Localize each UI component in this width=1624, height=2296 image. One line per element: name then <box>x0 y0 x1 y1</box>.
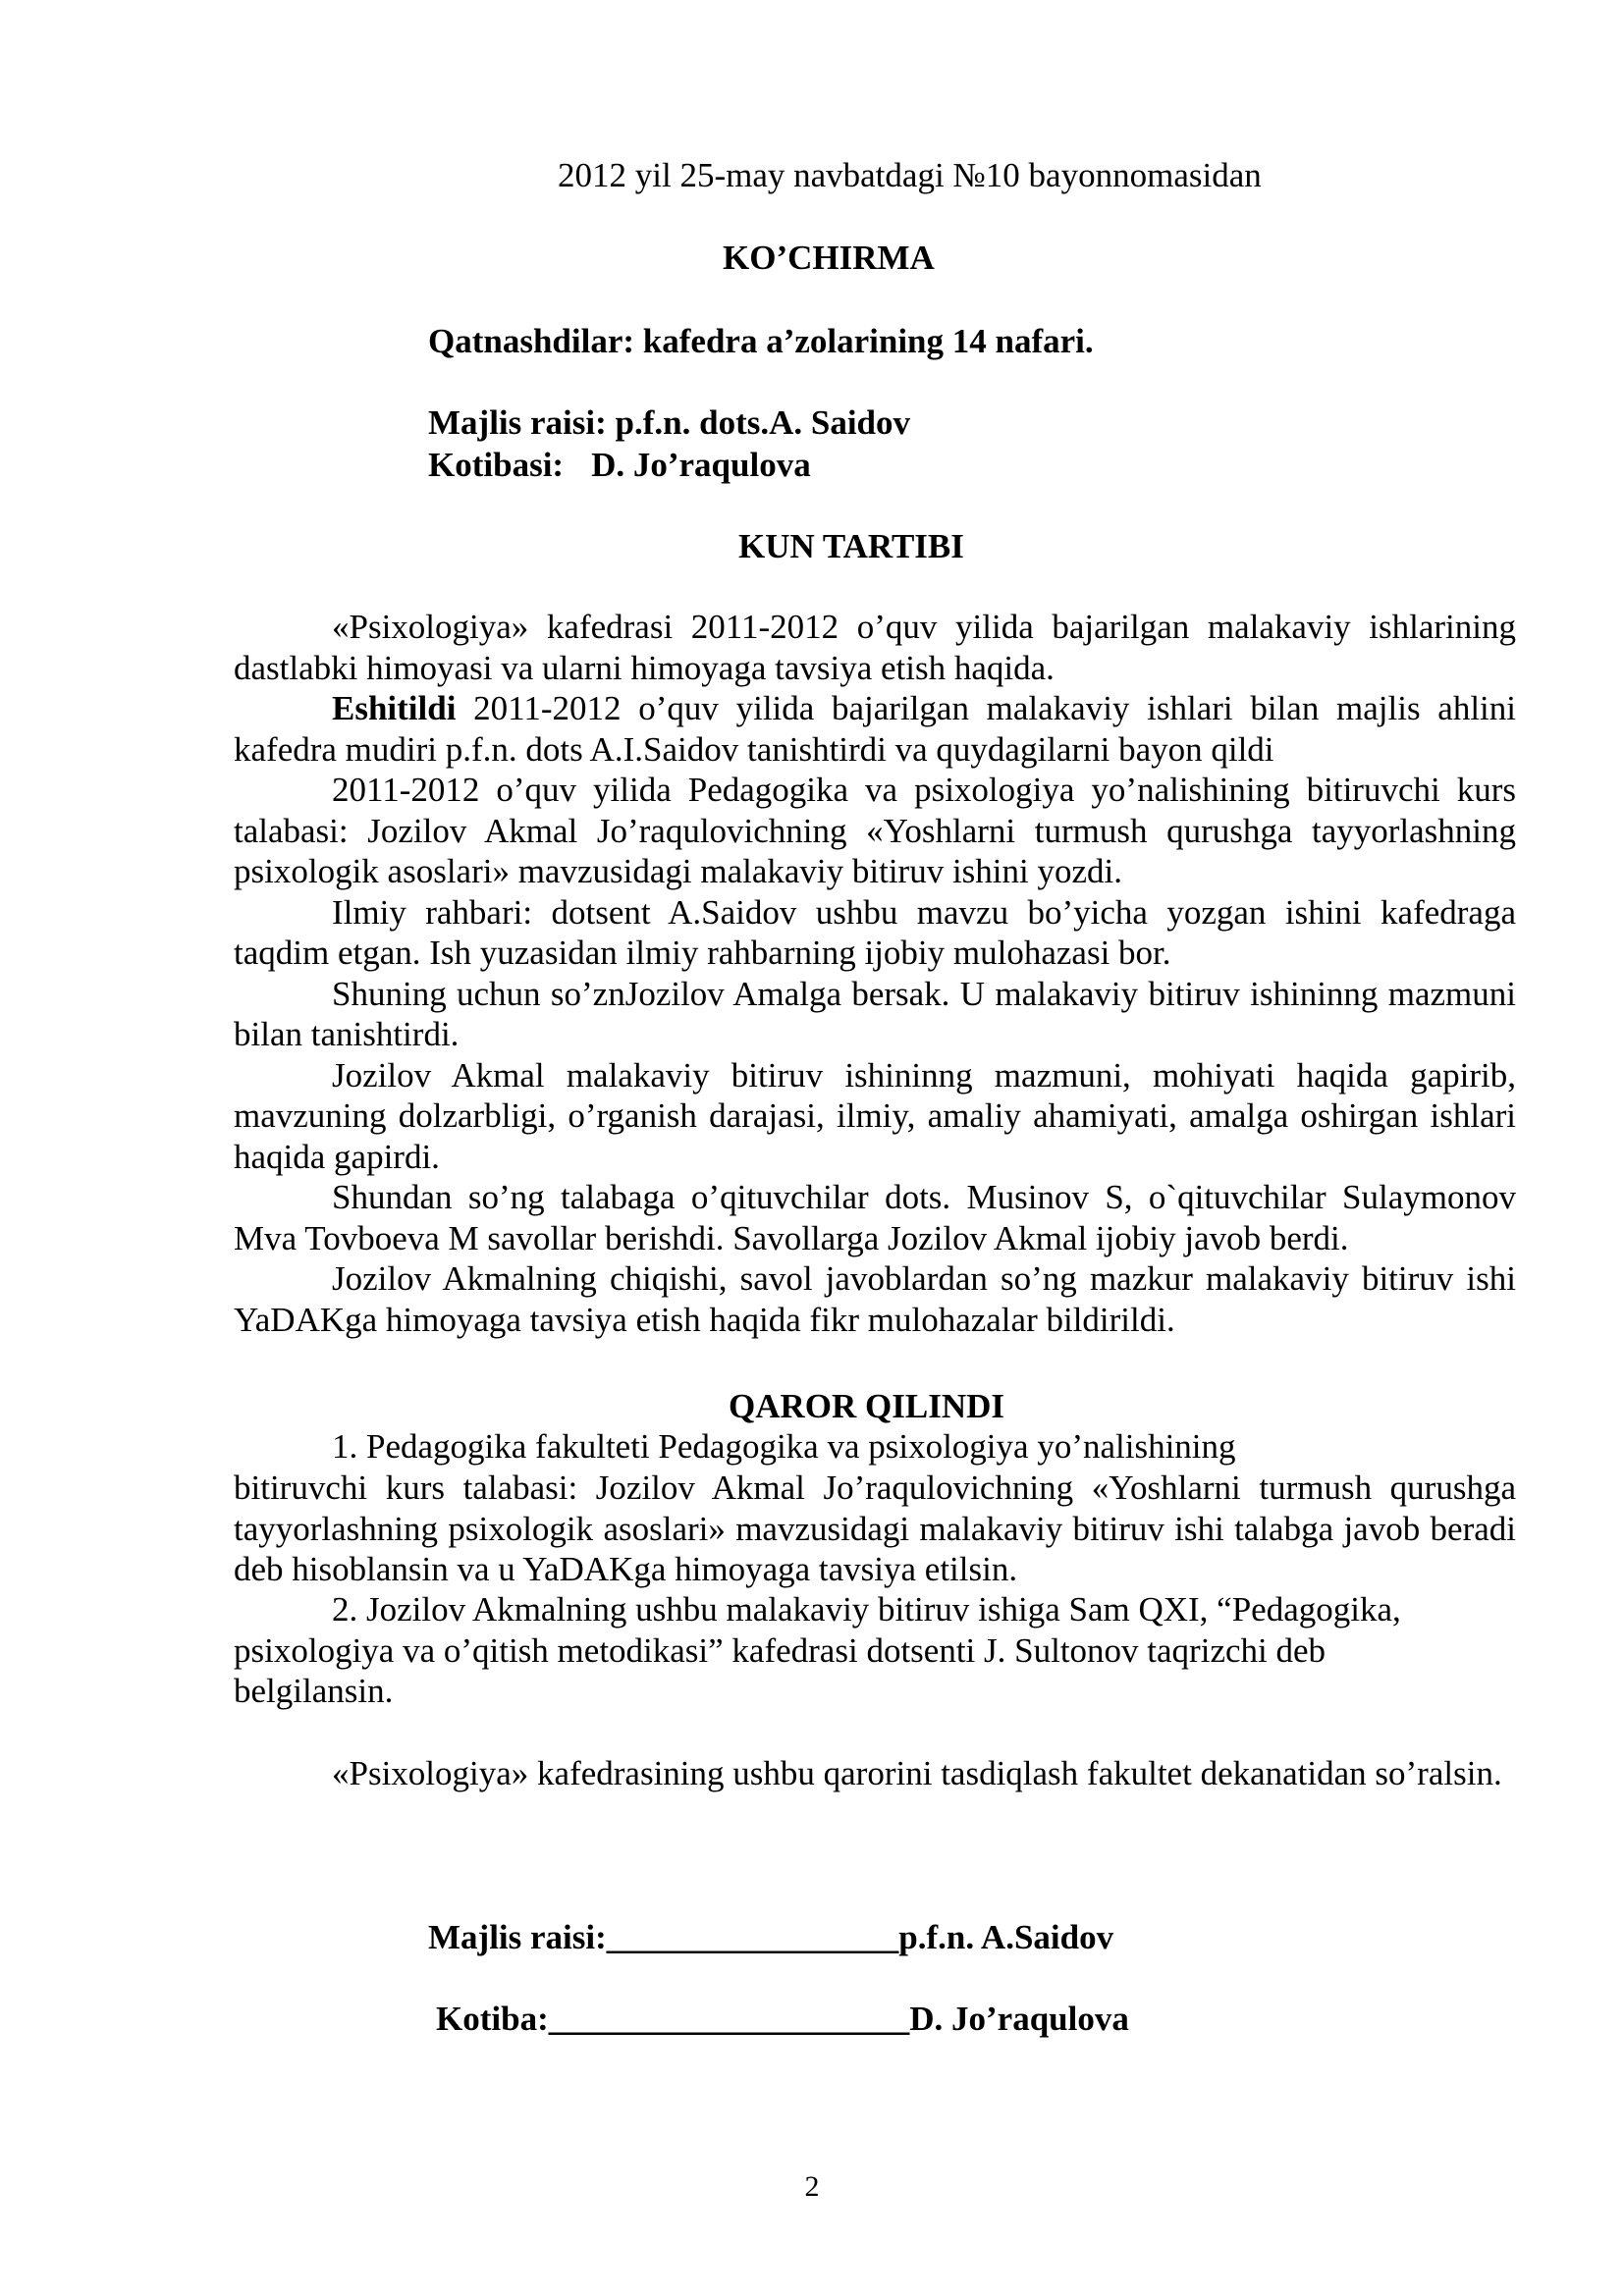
decision-heading: QAROR QILINDI <box>729 1387 1005 1425</box>
secretary-line <box>428 445 811 486</box>
agenda-body <box>234 607 1516 1340</box>
body-paragraph: Jozilov Akmal malakaviy bitiruv ishininng mazmuni, mohiyati haqida gapirib, mavzuning dolzarbligi, o’rganish darajasi, ilmiy, amaliy ahamiyati, amalga oshirgan ishlari haqida gapirdi. <box>234 1055 1516 1176</box>
secretary-name: D. Jo’raqulova <box>591 446 811 484</box>
decision-item2-line3: belgilansin. <box>234 1672 394 1710</box>
decision-item1-rest: bitiruvchi kurs talabasi: Jozilov Akmal Jo’raqulovichning «Yoshlarni turmush qurushga tayyorlashning psixologik asoslari» mavzusidagi malakaviy bitiruv ishi talabga javob beradi deb hisoblansin va u YaDAKga himoyaga tavsiya etilsin. <box>234 1468 1516 1588</box>
agenda-paragraph: «Psixologiya» kafedrasi 2011-2012 o’quv yilida bajarilgan malakaviy ishlarining dastlabki himoyasi va ularni himoyaga tavsiya etish haqida. <box>234 608 1516 687</box>
decision-item1-first: 1. Pedagogika fakulteti Pedagogika va psixologiya yo’nalishining <box>332 1427 1236 1466</box>
chair-signature: Majlis raisi:_________________p.f.n. A.Saidov <box>428 1918 1114 1956</box>
document-title: KO’CHIRMA <box>723 239 935 277</box>
secretary-signature: Kotiba:_____________________D. Jo’raqulova <box>436 2000 1129 2038</box>
body-paragraph: Jozilov Akmalning chiqishi, savol javoblardan so’ng mazkur malakaviy bitiruv ishi YaDAKga himoyaga tavsiya etish haqida fikr mulohazalar bildirildi. <box>234 1259 1516 1339</box>
chair-line: Majlis raisi: p.f.n. dots.A. Saidov <box>428 403 911 442</box>
body-paragraph: Shuning uchun so’znJozilov Amalga bersak. U malakaviy bitiruv ishininng mazmuni bilan tanishtirdi. <box>234 974 1516 1053</box>
heard-label: Eshitildi <box>332 689 457 727</box>
secretary-label: Kotibasi: <box>428 446 565 484</box>
decision-item1-body <box>234 1468 1516 1590</box>
protocol-line: 2012 yil 25-may navbatdagi №10 bayonnomasidan <box>558 156 1262 194</box>
agenda-heading: KUN TARTIBI <box>738 527 964 565</box>
decision-item2-line2: psixologiya va o’qitish metodikasi” kafedrasi dotsenti J. Sultonov taqrizchi deb <box>234 1631 1326 1670</box>
decision-item2-line1: 2. Jozilov Akmalning ushbu malakaviy bitiruv ishiga Sam QXI, “Pedagogika, <box>332 1590 1401 1629</box>
participants-line: Qatnashdilar: kafedra a’zolarining 14 nafari. <box>428 322 1094 360</box>
heard-text: 2011-2012 o’quv yilida bajarilgan malakaviy ishlari bilan majlis ahlini kafedra mudiri p.f.n. dots A.I.Saidov tanishtirdi va quydagilarni bayon qildi <box>234 689 1516 769</box>
approval-block <box>234 1753 1516 1794</box>
heard-paragraph <box>234 688 1516 770</box>
approval-paragraph: «Psixologiya» kafedrasining ushbu qarorini tasdiqlash fakultet dekanatidan so’ralsin. <box>332 1754 1502 1792</box>
body-paragraph: Shundan so’ng talabaga o’qituvchilar dots. Musinov S, o`qituvchilar Sulaymonov Mva Tovboeva M savollar berishdi. Savollarga Jozilov Akmal ijobiy javob berdi. <box>234 1178 1516 1257</box>
body-paragraph: Ilmiy rahbari: dotsent A.Saidov ushbu mavzu bo’yicha yozgan ishini kafedraga taqdim etgan. Ish yuzasidan ilmiy rahbarning ijobiy mulohazasi bor. <box>234 892 1516 972</box>
body-paragraph: 2011-2012 o’quv yilida Pedagogika va psixologiya yo’nalishining bitiruvchi kurs talabasi: Jozilov Akmal Jo’raqulovichning «Yoshlarni turmush qurushga tayyorlashning psixologik asoslari» mavzusidagi malakaviy bitiruv ishini yozdi. <box>234 771 1516 890</box>
page-number: 2 <box>804 2170 820 2203</box>
